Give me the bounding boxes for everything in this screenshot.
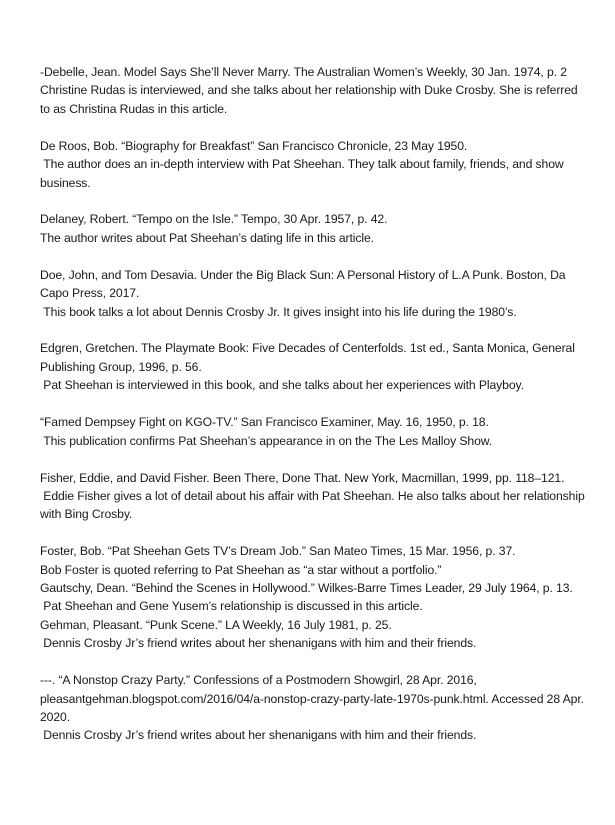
annotation-text: Eddie Fisher gives a lot of detail about his affair with Pat Sheehan. He also talks about her relationship with Bing Crosby. xyxy=(40,488,588,522)
annotation-text: Bob Foster is quoted referring to Pat Sheehan as “a star without a portfolio.” xyxy=(40,562,442,577)
citation-text: “Famed Dempsey Fight on KGO-TV.” San Francisco Examiner, May. 16, 1950, p. 18. xyxy=(40,415,489,430)
annotation-text: Pat Sheehan and Gene Yusem’s relationship is discussed in this article. xyxy=(40,599,423,614)
citation-text: ---. “A Nonstop Crazy Party.” Confessions of a Postmodern Showgirl, 28 Apr. 2016, pleasantgehman.blogspot.com/2016/04/a-nonstop-crazy-party-late-1970s-punk.html. Accessed 28 Apr. 2020. xyxy=(40,673,588,724)
annotation-text: The author writes about Pat Sheehan’s dating life in this article. xyxy=(40,230,374,245)
bibliography-entry xyxy=(40,210,588,247)
annotation-text: This publication confirms Pat Sheehan’s appearance in on the The Les Malloy Show. xyxy=(40,433,493,448)
citation-text: Fisher, Eddie, and David Fisher. Been There, Done That. New York, Macmillan, 1999, pp. 118–121. xyxy=(40,470,565,485)
annotation-text: This book talks a lot about Dennis Crosby Jr. It gives insight into his life during the 1980’s. xyxy=(40,304,517,319)
annotation-text: Pat Sheehan is interviewed in this book, and she talks about her experiences with Playboy. xyxy=(40,378,524,393)
bibliography-entry xyxy=(40,616,588,653)
citation-text: Doe, John, and Tom Desavia. Under the Big Black Sun: A Personal History of L.A Punk. Boston, Da Capo Press, 2017. xyxy=(40,267,569,301)
bibliography-entry xyxy=(40,469,588,524)
bibliography-entry xyxy=(40,137,588,192)
bibliography-entry xyxy=(40,542,588,579)
annotation-text: The author does an in-depth interview with Pat Sheehan. They talk about family, friends, and show business. xyxy=(40,157,567,190)
bibliography-entry xyxy=(40,266,588,321)
citation-text: De Roos, Bob. “Biography for Breakfast” San Francisco Chronicle, 23 May 1950. xyxy=(40,138,468,153)
citation-text: Gehman, Pleasant. “Punk Scene.” LA Weekly, 16 July 1981, p. 25. xyxy=(40,617,392,632)
citation-text: Gautschy, Dean. “Behind the Scenes in Hollywood.” Wilkes-Barre Times Leader, 29 July 1964, p. 13. xyxy=(40,581,573,596)
citation-text: Edgren, Gretchen. The Playmate Book: Five Decades of Centerfolds. 1st ed., Santa Monica, General Publishing Group, 1996, p. 56. xyxy=(40,341,579,374)
bibliography-page xyxy=(40,63,588,763)
citation-text: Delaney, Robert. “Tempo on the Isle.” Tempo, 30 Apr. 1957, p. 42. xyxy=(40,212,388,227)
bibliography-entry xyxy=(40,413,588,450)
bibliography-entry xyxy=(40,579,588,616)
bibliography-entry xyxy=(40,63,588,118)
citation-text: -Debelle, Jean. Model Says She’ll Never Marry. The Australian Women’s Weekly, 30 Jan. 1974, p. 2 xyxy=(40,65,567,79)
annotation-text: Christine Rudas is interviewed, and she talks about her relationship with Duke Crosby. She is referred to as Christina Rudas in this article. xyxy=(40,83,581,116)
annotation-text: Dennis Crosby Jr’s friend writes about her shenanigans with him and their friends. xyxy=(40,636,477,651)
annotation-text: Dennis Crosby Jr’s friend writes about her shenanigans with him and their friends. xyxy=(40,728,477,743)
bibliography-entry xyxy=(40,671,588,745)
bibliography-entry xyxy=(40,339,588,394)
citation-text: Foster, Bob. “Pat Sheehan Gets TV’s Dream Job.” San Mateo Times, 15 Mar. 1956, p. 37. xyxy=(40,544,516,559)
